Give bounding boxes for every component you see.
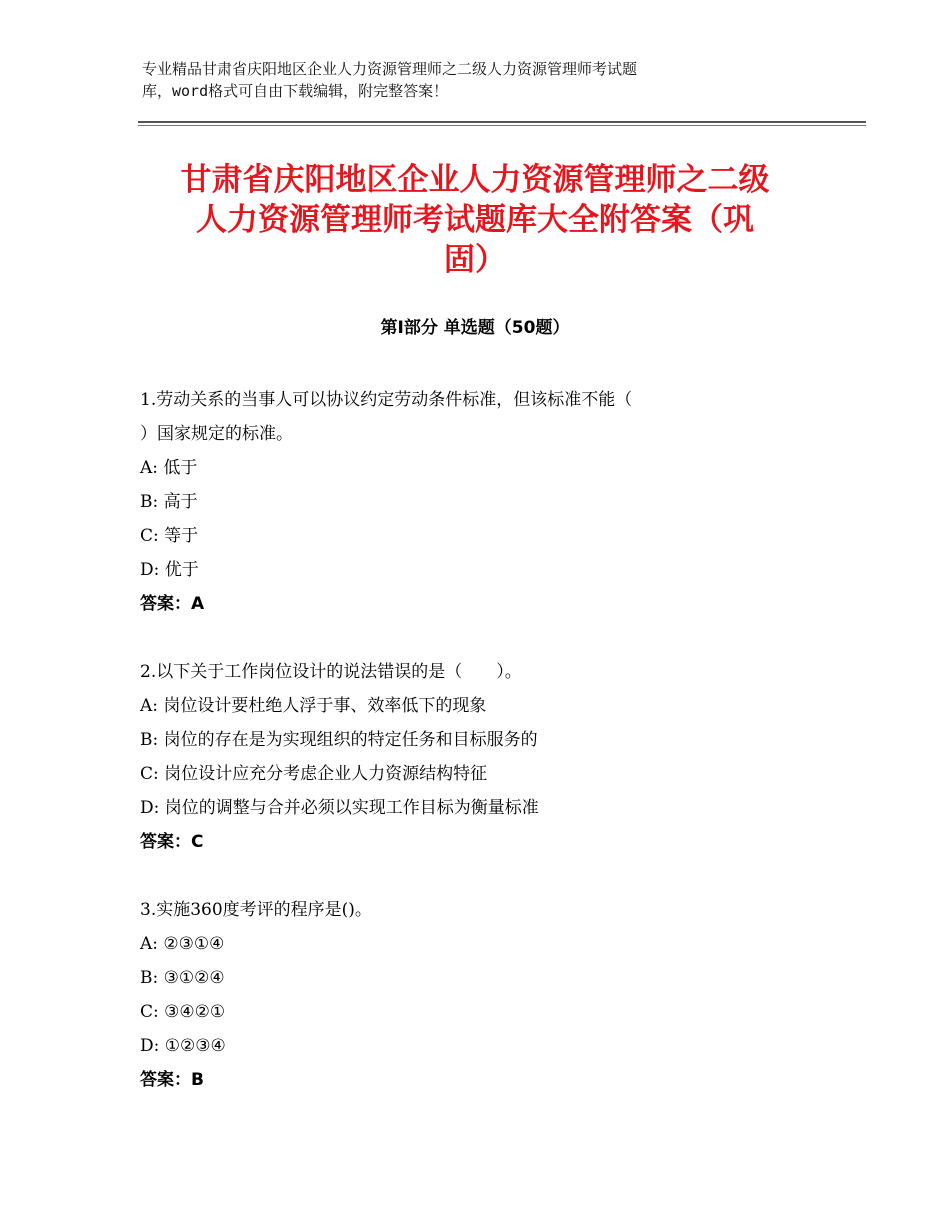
answer-label: 答案：C — [140, 832, 204, 852]
option-d: D: 优于 — [140, 560, 199, 580]
option-b: B: ③①②④ — [140, 968, 225, 988]
header-note-line: 库，word格式可自由下载编辑，附完整答案！ — [142, 82, 449, 100]
option-c: C: 岗位设计应充分考虑企业人力资源结构特征 — [140, 764, 488, 784]
answer-label: 答案：B — [140, 1070, 204, 1090]
option-b: B: 岗位的存在是为实现组织的特定任务和目标服务的 — [140, 730, 538, 750]
answer-label: 答案：A — [140, 594, 205, 614]
question-3 — [140, 893, 820, 1097]
title-line: 人力资源管理师考试题库大全附答案（巩 — [196, 202, 754, 238]
header-note-line: 专业精品甘肃省庆阳地区企业人力资源管理师之二级人力资源管理师考试题 — [142, 60, 638, 78]
option-d: D: 岗位的调整与合并必须以实现工作目标为衡量标准 — [140, 798, 539, 818]
question-1 — [140, 383, 820, 621]
document-title — [138, 160, 812, 280]
question-stem — [140, 383, 820, 451]
option-b: B: 高于 — [140, 492, 198, 512]
title-line: 甘肃省庆阳地区企业人力资源管理师之二级 — [180, 162, 770, 198]
question-stem-line: 1.劳动关系的当事人可以协议约定劳动条件标准，但该标准不能（ — [140, 390, 633, 410]
option-d: D: ①②③④ — [140, 1036, 226, 1056]
option-a: A: ②③①④ — [140, 934, 225, 954]
option-c: C: ③④②① — [140, 1002, 226, 1022]
question-stem — [140, 893, 820, 927]
option-a: A: 岗位设计要杜绝人浮于事、效率低下的现象 — [140, 696, 487, 716]
header-note — [142, 58, 782, 102]
header-divider-thin — [138, 125, 866, 126]
section-heading: 第Ⅰ部分 单选题（50题） — [380, 318, 570, 338]
title-line: 固） — [444, 242, 506, 278]
question-stem-line: 2.以下关于工作岗位设计的说法错误的是（ ）。 — [140, 662, 522, 682]
question-stem-line: ）国家规定的标准。 — [140, 424, 293, 444]
question-stem — [140, 655, 820, 689]
header-divider — [138, 121, 866, 123]
option-a: A: 低于 — [140, 458, 198, 478]
question-2 — [140, 655, 820, 859]
question-list — [140, 383, 820, 1131]
option-c: C: 等于 — [140, 526, 199, 546]
question-stem-line: 3.实施360度考评的程序是()。 — [140, 900, 372, 920]
